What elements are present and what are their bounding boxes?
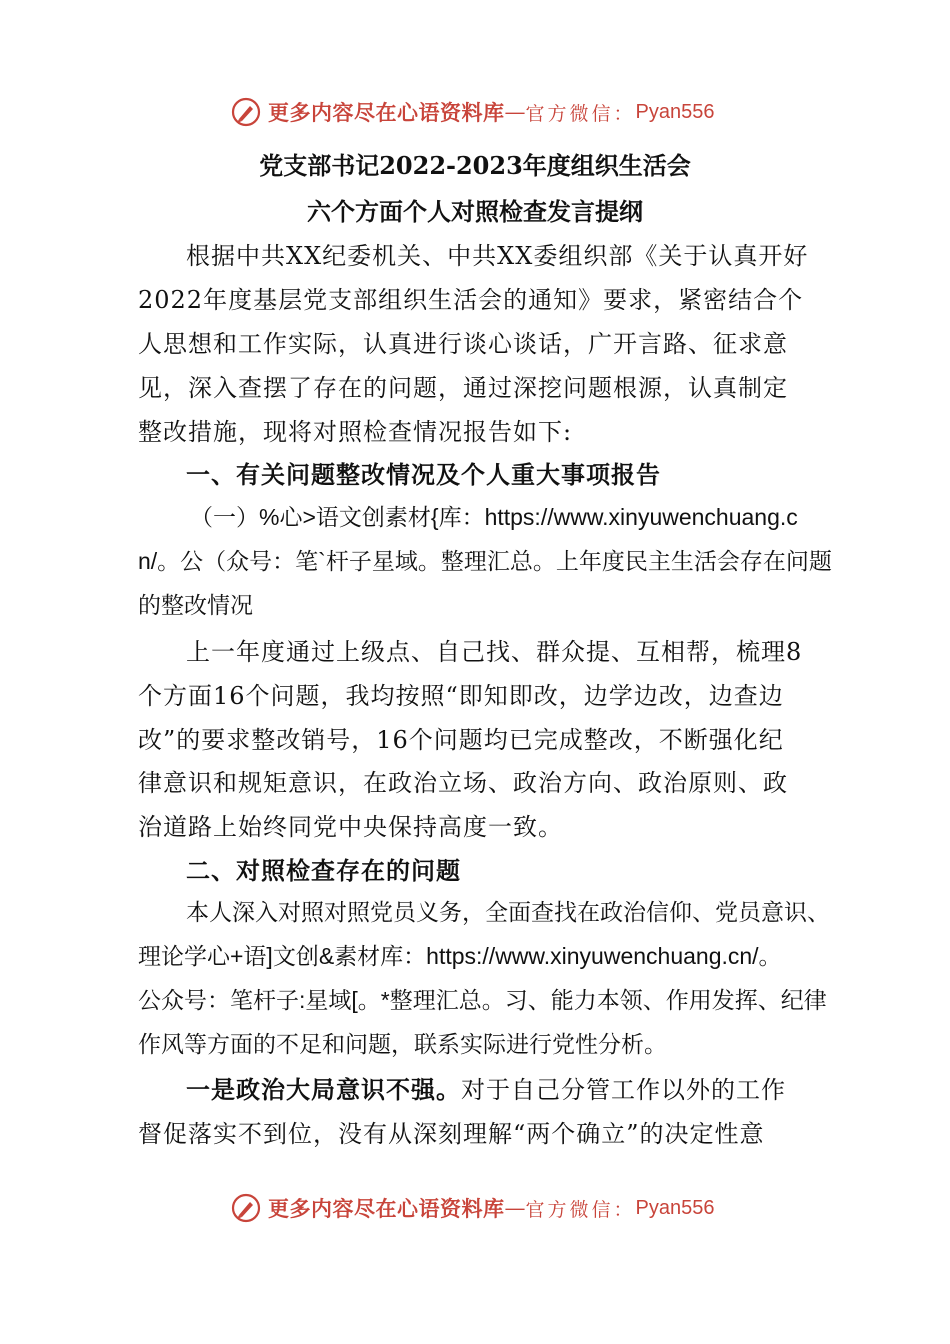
body-line: 人思想和工作实际，认真进行谈心谈话，广开言路、征求意 [138, 330, 788, 358]
body-line: 上一年度通过上级点、自己找、群众提、互相帮，梳理8 [186, 638, 803, 666]
point-heading: 一是政治大局意识不强。 [186, 1075, 461, 1104]
body-line: 改”的要求整改销号，16个问题均已完成整改，不断强化纪 [138, 726, 784, 754]
body-line [186, 1070, 786, 1105]
body-line: 整改措施，现将对照检查情况报告如下: [138, 418, 573, 446]
watermark-footer [230, 1188, 714, 1228]
header-dash: — [504, 1196, 526, 1220]
wechat-id: Pyan556 [635, 100, 715, 123]
body-line: 根据中共XX纪委机关、中共XX委组织部《关于认真开好 [186, 242, 809, 270]
body-line: 见，深入查摆了存在的问题，通过深挖问题根源，认真制定 [138, 374, 788, 402]
body-line: 2022年度基层党支部组织生活会的通知》要求，紧密结合个 [138, 286, 804, 314]
body-line: 公众号：笔杆子:星域[。*整理汇总。习、能力本领、作用发挥、纪律 [138, 987, 827, 1013]
wechat-id: Pyan556 [635, 1196, 715, 1219]
document-subtitle: 六个方面个人对照检查发言提纲 [307, 197, 643, 226]
body-line: n/。公（众号：笔`杆子星域。整理汇总。上年度民主生活会存在问题 [138, 548, 832, 574]
body-line: 律意识和规矩意识，在政治立场、政治方向、政治原则、政 [138, 769, 788, 797]
body-line: 治道路上始终同党中央保持高度一致。 [138, 813, 563, 841]
body-line: 理论学心+语]文创&素材库：https://www.xinyuwenchuang.cn/。 [138, 943, 782, 969]
body-line: 督促落实不到位，没有从深刻理解“两个确立”的决定性意 [138, 1120, 765, 1148]
body-line: （一）%心>语文创素材{库：https://www.xinyuwenchuang.c [190, 504, 798, 530]
brand-text: 更多内容尽在心语资料库 [268, 100, 505, 125]
section-heading: 二、对照检查存在的问题 [186, 856, 461, 885]
wechat-label: 官方微信： [525, 102, 636, 125]
section-heading: 一、有关问题整改情况及个人重大事项报告 [186, 460, 661, 489]
body-line: 的整改情况 [138, 592, 253, 618]
wechat-label: 官方微信： [525, 1198, 636, 1221]
point-text: 对于自己分管工作以外的工作 [461, 1076, 786, 1104]
body-line: 作风等方面的不足和问题，联系实际进行党性分析。 [138, 1031, 667, 1057]
pen-logo-icon [230, 96, 262, 128]
pen-logo-icon [230, 1192, 262, 1224]
watermark-header [230, 92, 714, 132]
header-dash: — [504, 100, 526, 124]
body-line: 本人深入对照对照党员义务，全面查找在政治信仰、党员意识、 [186, 899, 830, 925]
document-title: 党支部书记2022-2023年度组织生活会 [259, 151, 691, 180]
brand-text: 更多内容尽在心语资料库 [268, 1196, 505, 1221]
body-line: 个方面16个问题，我均按照“即知即改，边学边改，边查边 [138, 682, 784, 710]
